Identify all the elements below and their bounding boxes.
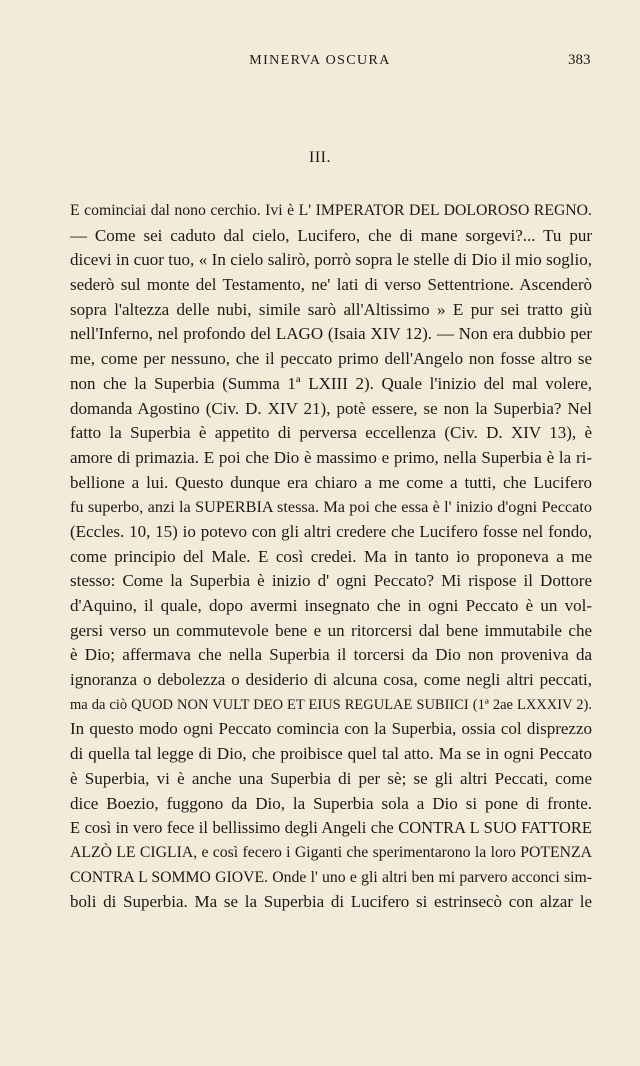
- text-line: ignoranza o debolezza o desiderio di alcuna cosa, come negli altri peccati,: [70, 670, 592, 690]
- text-line: — Come sei caduto dal cielo, Lucifero, che di mane sorgevi?... Tu pur: [70, 225, 592, 245]
- text-line: sopra l'altezza delle nubi, simile sarò all'Altissimo » E pur sei tratto giù: [70, 299, 592, 319]
- text-line: fu superbo, anzi la SUPERBIA stessa. Ma poi che essa è l' inizio d'ogni Peccato: [70, 498, 592, 517]
- text-line: bellione a lui. Questo dunque era chiaro a me come a tutti, che Lucifero: [70, 472, 592, 492]
- text-line: amore di primazia. E poi che Dio è massimo e primo, nella Superbia è la ri-: [70, 447, 592, 467]
- body-text: [70, 199, 592, 915]
- text-line: come principio del Male. E così credei. Ma in tanto io proponeva a me: [70, 546, 592, 566]
- text-line: sederò sul monte del Testamento, ne' lati di verso Settentrione. Ascenderò: [70, 275, 592, 295]
- text-line: ma da ciò QUOD NON VULT DEO ET EIUS REGULAE SUBIICI (1ª 2ae LXXXIV 2).: [70, 696, 592, 713]
- text-line: stesso: Come la Superbia è inizio d' ogni Peccato? Mi rispose il Dottore: [70, 571, 592, 591]
- text-line: CONTRA L SOMMO GIOVE. Onde l' uno e gli altri ben mi parvero acconci sim-: [70, 868, 592, 886]
- text-line: gersi verso un commutevole bene e un ritorcersi dal bene immutabile che: [70, 620, 592, 640]
- text-line: non che la Superbia (Summa 1ª LXIII 2). Quale l'inizio del mal volere,: [70, 373, 592, 393]
- text-line: boli di Superbia. Ma se la Superbia di Lucifero si estrinsecò con alzar le: [70, 892, 592, 912]
- text-line: E così in vero fece il bellissimo degli Angeli che CONTRA L SUO FATTORE: [70, 818, 592, 838]
- text-line: è Superbia, vi è anche una Superbia di per sè; se gli altri Peccati, come: [70, 768, 592, 788]
- text-line: dicevi in cuor tuo, « In cielo salirò, porrò sopra le stelle di Dio il mio soglio,: [70, 250, 592, 270]
- text-line: E cominciai dal nono cerchio. Ivi è L' IMPERATOR DEL DOLOROSO REGNO.: [70, 202, 592, 219]
- text-line: nell'Inferno, nel profondo del LAGO (Isaia XIV 12). — Non era dubbio per: [70, 324, 592, 344]
- text-line: ALZÒ LE CIGLIA, e così fecero i Giganti che sperimentarono la loro POTENZA: [70, 843, 592, 861]
- page-number: 383: [568, 52, 591, 68]
- text-line: di quella tal legge di Dio, che proibisce quel tal atto. Ma se in ogni Peccato: [70, 744, 592, 764]
- text-line: è Dio; affermava che nella Superbia il torcersi da Dio non proveniva da: [70, 645, 592, 665]
- text-line: d'Aquino, il quale, dopo avermi insegnato che in ogni Peccato è un vol-: [70, 596, 592, 615]
- running-title: MINERVA OSCURA: [249, 53, 391, 68]
- text-line: fatto la Superbia è appetito di perversa eccellenza (Civ. D. XIV 13), è: [70, 423, 592, 443]
- text-line: In questo modo ogni Peccato comincia con la Superbia, ossia col disprezzo: [70, 719, 592, 739]
- text-line: domanda Agostino (Civ. D. XIV 21), potè essere, se non la Superbia? Nel: [70, 398, 592, 418]
- section-heading: III.: [309, 149, 331, 166]
- text-line: me, come per nessuno, che il peccato primo dell'Angelo non fosse altro se: [70, 349, 592, 369]
- text-line: (Eccles. 10, 15) io potevo con gli altri credere che Lucifero fosse nel fondo,: [70, 521, 592, 541]
- text-line: dice Boezio, fuggono da Dio, la Superbia sola a Dio si pone di fronte.: [70, 793, 592, 813]
